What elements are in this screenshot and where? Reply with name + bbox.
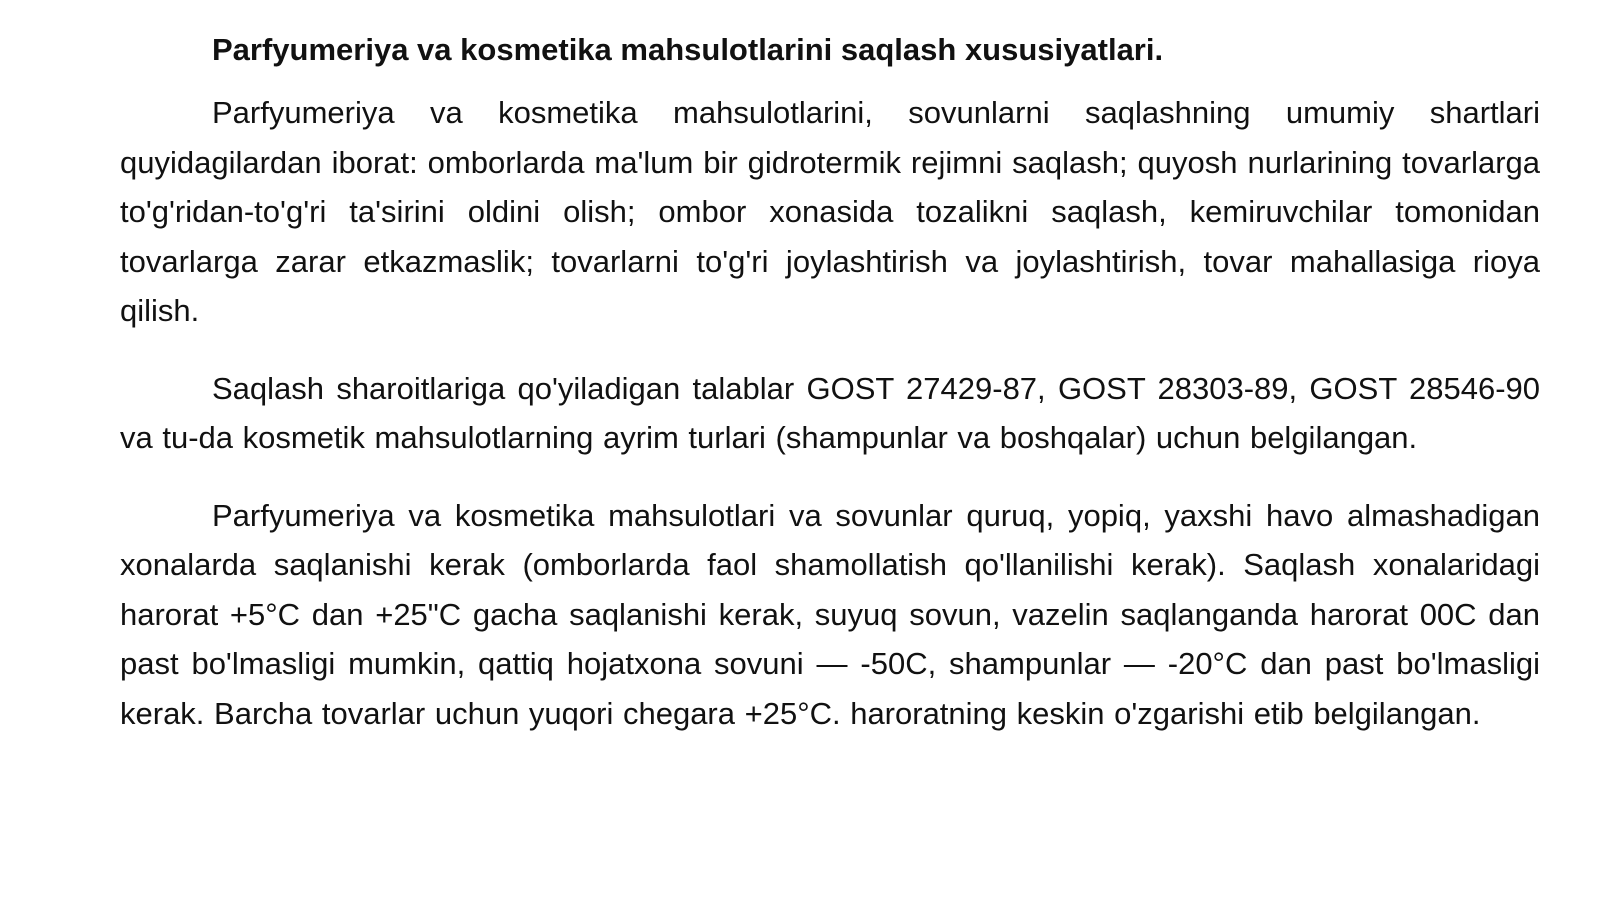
paragraph-gost-requirements: Saqlash sharoitlariga qo'yiladigan talablar GOST 27429-87, GOST 28303-89, GOST 28546-90 va tu-da kosmetik mahsulotlarning ayrim turlari (shampunlar va boshqalar) uchun belgilangan. bbox=[120, 370, 1540, 455]
paragraph-temperature-requirements: Parfyumeriya va kosmetika mahsulotlari va sovunlar quruq, yopiq, yaxshi havo almashadigan xonalarda saqlanishi kerak (omborlarda faol shamollatish qo'llanilishi kerak). Saqlash xonalaridagi harorat +5°C dan +25"C gacha saqlanishi kerak, suyuq sovun, vazelin saqlanganda harorat 00C dan past bo'lmasligi mumkin, qattiq hojatxona sovuni — -50C, shampunlar — -20°C dan past bo'lmasligi kerak. Barcha tovarlar uchun yuqori chegara +25°C. haroratning keskin o'zgarishi etib belgilangan. bbox=[120, 497, 1540, 731]
document-title: Parfyumeriya va kosmetika mahsulotlarini saqlash xususiyatlari. bbox=[212, 32, 1164, 67]
document-page bbox=[120, 22, 1540, 766]
paragraph-storage-conditions: Parfyumeriya va kosmetika mahsulotlarini, sovunlarni saqlashning umumiy shartlari quyidagilardan iborat: omborlarda ma'lum bir gidrotermik rejimni saqlash; quyosh nurlarining tovarlarga to'g'ridan-to'g'ri ta'sirini oldini olish; ombor xonasida tozalikni saqlash, kemiruvchilar tomonidan tovarlarga zarar etkazmaslik; tovarlarni to'g'ri joylashtirish va joylashtirish, tovar mahallasiga rioya qilish. bbox=[120, 95, 1540, 328]
